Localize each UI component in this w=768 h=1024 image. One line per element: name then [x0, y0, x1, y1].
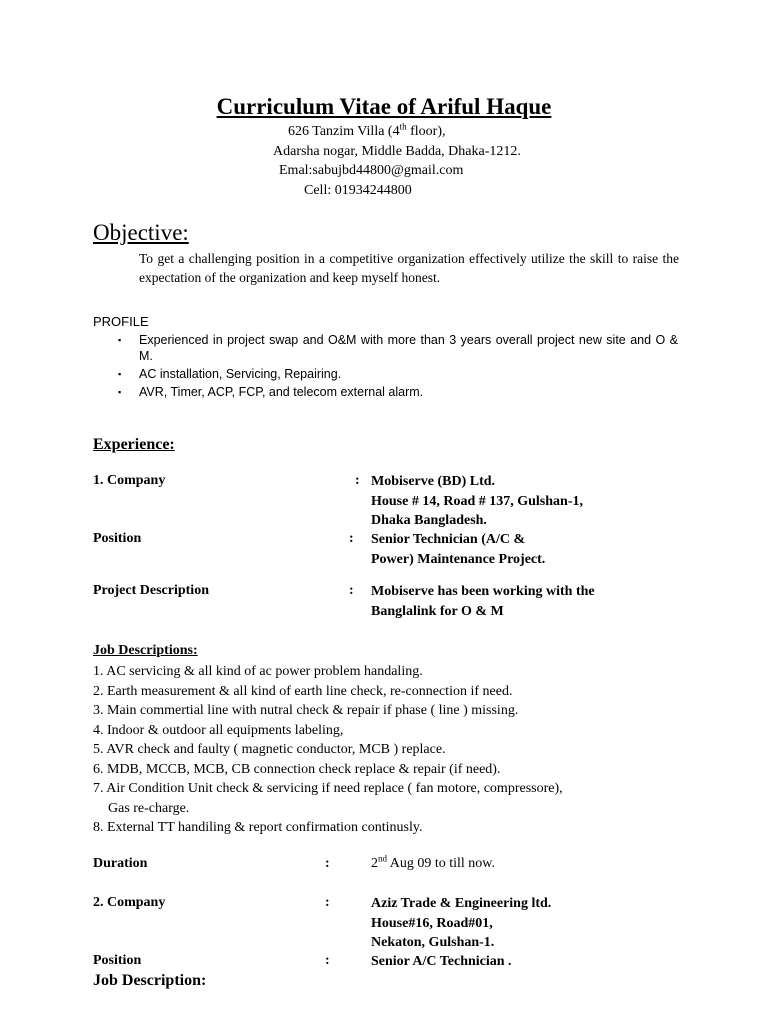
list-item-text: AVR, Timer, ACP, FCP, and telecom external alarm.: [139, 385, 424, 399]
position-2-label: Position: [93, 953, 142, 968]
list-item: 5. AVR check and faulty ( magnetic conductor, MCB ) replace.: [93, 742, 446, 757]
project-description-value: [371, 582, 595, 621]
list-item: 7. Air Condition Unit check & servicing if need replace ( fan motore, compressore),: [93, 781, 563, 796]
company-2-line: Nekaton, Gulshan-1.: [371, 935, 495, 950]
duration-pre: 2: [371, 856, 378, 871]
email: Emal:sabujbd44800@gmail.com: [279, 163, 464, 178]
job-description-heading: Job Description:: [93, 972, 207, 989]
duration-label: Duration: [93, 856, 148, 871]
profile-heading: PROFILE: [93, 314, 149, 329]
colon: :: [355, 473, 360, 488]
profile-list: [118, 332, 678, 402]
company-2-line: Aziz Trade & Engineering ltd.: [371, 896, 552, 911]
position-2-value: Senior A/C Technician .: [371, 954, 512, 969]
position-1-value: [371, 530, 545, 569]
company-1-label: 1. Company: [93, 473, 166, 488]
list-item: 6. MDB, MCCB, MCB, CB connection check replace & repair (if need).: [93, 761, 501, 777]
project-description-label: Project Description: [93, 583, 209, 598]
project-description-line: Banglalink for O & M: [371, 603, 504, 619]
address-line-1-post: floor),: [406, 124, 446, 139]
position-1-line: Senior Technician (A/C &: [371, 532, 526, 547]
bullet-icon: ▪: [118, 335, 122, 345]
experience-heading: Experience:: [93, 436, 175, 453]
company-1-details: [371, 472, 583, 531]
project-description-line: Mobiserve has been working with the: [371, 584, 595, 599]
position-1-label: Position: [93, 531, 142, 546]
position-1-line: Power) Maintenance Project.: [371, 551, 546, 567]
job-descriptions-heading: Job Descriptions:: [93, 643, 198, 658]
company-1-line: Mobiserve (BD) Ltd.: [371, 474, 496, 489]
list-item-continuation: Gas re-charge.: [108, 800, 190, 816]
list-item: [118, 384, 678, 400]
list-item-text: Experienced in project swap and O&M with more than 3 years overall project new site and O & M.: [139, 333, 678, 363]
page-title: Curriculum Vitae of Ariful Haque: [216, 94, 552, 119]
bullet-icon: ▪: [118, 387, 122, 397]
list-item: [118, 366, 678, 382]
list-item: 1. AC servicing & all kind of ac power problem handaling.: [93, 664, 423, 679]
address-line-1: [288, 121, 446, 140]
list-item: 8. External TT handiling & report confirmation continusly.: [93, 820, 423, 835]
list-item: 2. Earth measurement & all kind of earth line check, re-connection if need.: [93, 683, 513, 699]
colon: :: [325, 953, 330, 968]
company-2-line: House#16, Road#01,: [371, 915, 493, 931]
colon: :: [325, 856, 330, 871]
cell-phone: Cell: 01934244800: [304, 183, 412, 198]
address-line-2: Adarsha nogar, Middle Badda, Dhaka-1212.: [273, 144, 521, 159]
colon: :: [349, 531, 354, 546]
list-item: 4. Indoor & outdoor all equipments labeling,: [93, 722, 344, 738]
duration-value: [371, 853, 495, 872]
company-1-line: House # 14, Road # 137, Gulshan-1,: [371, 493, 583, 509]
company-2-details: [371, 894, 551, 953]
company-2-label: 2. Company: [93, 895, 166, 910]
colon: :: [349, 583, 354, 598]
list-item: [118, 332, 678, 364]
company-1-line: Dhaka Bangladesh.: [371, 513, 487, 528]
list-item-text: AC installation, Servicing, Repairing.: [139, 367, 342, 381]
address-line-1-sup: th: [399, 121, 407, 132]
duration-post: Aug 09 to till now.: [387, 856, 495, 871]
objective-heading: Objective:: [93, 220, 189, 245]
list-item: 3. Main commertial line with nutral check & repair if phase ( line ) missing.: [93, 703, 519, 718]
job-descriptions-list: [93, 662, 563, 838]
objective-text: To get a challenging position in a competitive organization effectively utilize the skill to raise the expectation of the organization and keep myself honest.: [139, 251, 679, 285]
colon: :: [325, 895, 330, 910]
bullet-icon: ▪: [118, 369, 122, 379]
duration-sup: nd: [378, 853, 387, 864]
address-line-1-pre: 626 Tanzim Villa (4: [288, 124, 400, 139]
